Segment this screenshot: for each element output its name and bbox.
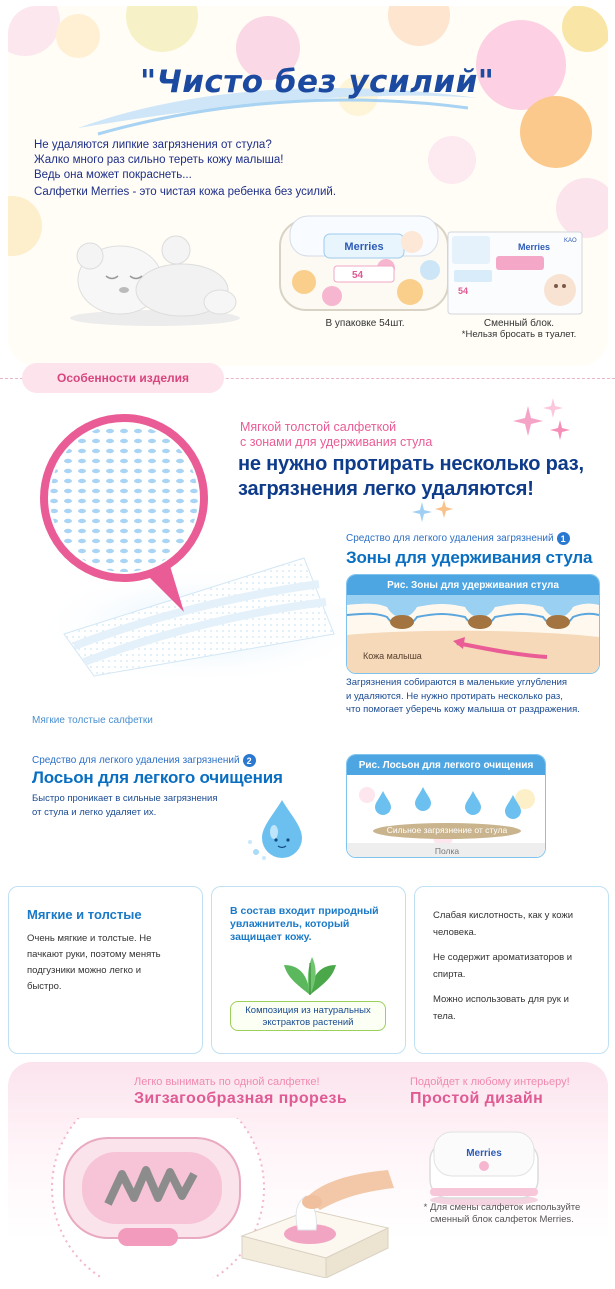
zigzag-opening-image — [48, 1118, 398, 1278]
feature-2-text-line: Быстро проникает в сильные загрязнения — [32, 793, 218, 804]
feature-1-heading: Зоны для удерживания стула — [346, 548, 593, 567]
card-2-title — [230, 905, 379, 944]
dot-decoration — [556, 178, 608, 238]
card-3-spacer — [433, 941, 573, 949]
natural-extract-badge — [230, 1001, 386, 1031]
card-3-spacer — [433, 983, 573, 991]
plant-leaf-icon — [278, 955, 342, 999]
card-1-text — [27, 931, 161, 995]
dot-decoration — [388, 6, 450, 46]
sparkle-icon — [410, 498, 460, 528]
card-1-line: подгузники можно легко и — [27, 965, 142, 976]
intro-line: Не удаляются липкие загрязнения от стула? — [34, 139, 272, 151]
headline-line: загрязнения легко удаляются! — [238, 478, 534, 500]
hero-title: "Чисто без усилий" — [140, 64, 495, 100]
dot-decoration — [428, 136, 476, 184]
card-3-line: Слабая кислотность, как у кожи — [433, 910, 574, 921]
wipe-caption: Мягкие толстые салфетки — [32, 715, 153, 726]
feature-2-text — [32, 792, 217, 819]
section-label: Особенности изделия — [22, 363, 224, 393]
hero-slogan: Салфетки Merries - это чистая кожа ребенка без усилий. — [34, 186, 337, 198]
feature-1-figure-title: Рис. Зоны для удерживания стула — [347, 575, 599, 595]
hero-intro — [34, 138, 414, 183]
bottom-panel — [8, 1062, 608, 1284]
feature-2-number-badge: 2 — [243, 754, 256, 767]
shelf-label: Полка — [434, 846, 460, 856]
lotion-diagram — [347, 775, 545, 857]
feature-2-figure — [346, 754, 546, 858]
refill-note — [412, 1202, 592, 1226]
lotion-droplet-icon — [246, 796, 316, 862]
dot-decoration — [562, 6, 608, 52]
refill-caption-1: Сменный блок. — [483, 318, 555, 329]
card-2-title-line: защищает кожу. — [230, 931, 312, 943]
card-1-title: Мягкие и толстые — [27, 907, 142, 922]
zigzag-label: Легко вынимать по одной салфетке! — [134, 1076, 320, 1088]
card-soft-thick — [8, 886, 203, 1054]
features-lead — [240, 420, 432, 450]
design-heading: Простой дизайн — [410, 1090, 544, 1107]
feature-1-number-badge: 1 — [557, 532, 570, 545]
dot-decoration — [8, 196, 42, 256]
box-brand: Merries — [466, 1148, 502, 1159]
wipes-pack-image — [274, 212, 454, 316]
holding-zones-diagram — [347, 595, 599, 673]
features-headline — [238, 452, 584, 502]
pack-caption: В упаковке 54шт. — [325, 318, 405, 329]
refill-note-line: сменный блок салфеток Merries. — [430, 1214, 574, 1225]
card-2-title-line: В состав входит природный — [230, 905, 379, 917]
card-properties — [414, 886, 609, 1054]
plush-bear-image — [60, 228, 250, 328]
lead-line: с зонами для удерживания стула — [240, 435, 433, 449]
simple-design-box-image — [424, 1122, 544, 1208]
refill-note-line: * Для смены салфеток используйте — [423, 1202, 581, 1213]
feature-2-sub-text: Средство для легкого удаления загрязнений — [32, 755, 240, 766]
feature-1-sub-text: Средство для легкого удаления загрязнений — [346, 533, 554, 544]
lead-line: Мягкой толстой салфеткой — [240, 420, 397, 434]
card-1-line: пачкают руки, поэтому менять — [27, 949, 161, 960]
card-3-line: Не содержит ароматизаторов и — [433, 952, 573, 963]
pack-brand: Merries — [344, 241, 384, 253]
refill-caption — [444, 318, 594, 340]
dot-decoration — [8, 6, 60, 56]
refill-count: 54 — [458, 286, 469, 296]
card-1-line: быстро. — [27, 981, 62, 992]
pack-count: 54 — [352, 270, 364, 281]
feature-1-text-line: что помогает уберечь кожу малыша от раздражения. — [346, 704, 580, 715]
badge-line: Композиция из натуральных — [245, 1005, 371, 1016]
refill-pack-image — [446, 230, 584, 316]
sparkle-icon — [508, 396, 578, 446]
feature-1-text-line: и удаляются. Не нужно протирать несколько раз, — [346, 690, 563, 702]
feature-1-text — [346, 676, 580, 717]
badge-line: экстрактов растений — [262, 1017, 354, 1028]
refill-brand: Merries — [518, 242, 551, 252]
design-label: Подойдет к любому интерьеру! — [410, 1076, 570, 1088]
card-natural-moisturizer — [211, 886, 406, 1054]
dot-decoration — [126, 6, 198, 52]
hero-banner — [8, 6, 608, 366]
card-3-line: человека. — [433, 927, 477, 938]
feature-2-text-line: от стула и легко удаляет их. — [32, 806, 157, 818]
intro-line: Ведь она может покраснеть... — [34, 169, 192, 181]
card-3-text — [433, 907, 573, 1025]
dot-decoration — [520, 96, 592, 168]
feature-2-subtitle — [32, 754, 256, 767]
feature-2-figure-title: Рис. Лосьон для легкого очищения — [347, 755, 545, 775]
refill-maker: KAO — [564, 238, 577, 244]
feature-1-figure — [346, 574, 600, 674]
card-3-line: тела. — [433, 1011, 456, 1022]
card-2-title-line: увлажнитель, который — [230, 918, 350, 930]
skin-label: Кожа малыша — [363, 651, 422, 661]
feature-2-heading: Лосьон для легкого очищения — [32, 768, 283, 787]
card-3-line: спирта. — [433, 969, 466, 980]
card-3-line: Можно использовать для рук и — [433, 994, 569, 1005]
intro-line: Жалко много раз сильно тереть кожу малыша! — [34, 154, 284, 166]
feature-1-text-line: Загрязнения собираются в маленькие углубления — [346, 677, 568, 688]
dot-decoration — [56, 14, 100, 58]
dirt-label: Сильное загрязнение от стула — [386, 825, 508, 835]
feature-1-subtitle — [346, 532, 570, 545]
headline-line: не нужно протирать несколько раз, — [238, 453, 584, 475]
zigzag-heading: Зигзагообразная прорезь — [134, 1090, 348, 1107]
card-1-line: Очень мягкие и толстые. Не — [27, 933, 152, 944]
refill-caption-2: *Нельзя бросать в туалет. — [461, 329, 577, 340]
